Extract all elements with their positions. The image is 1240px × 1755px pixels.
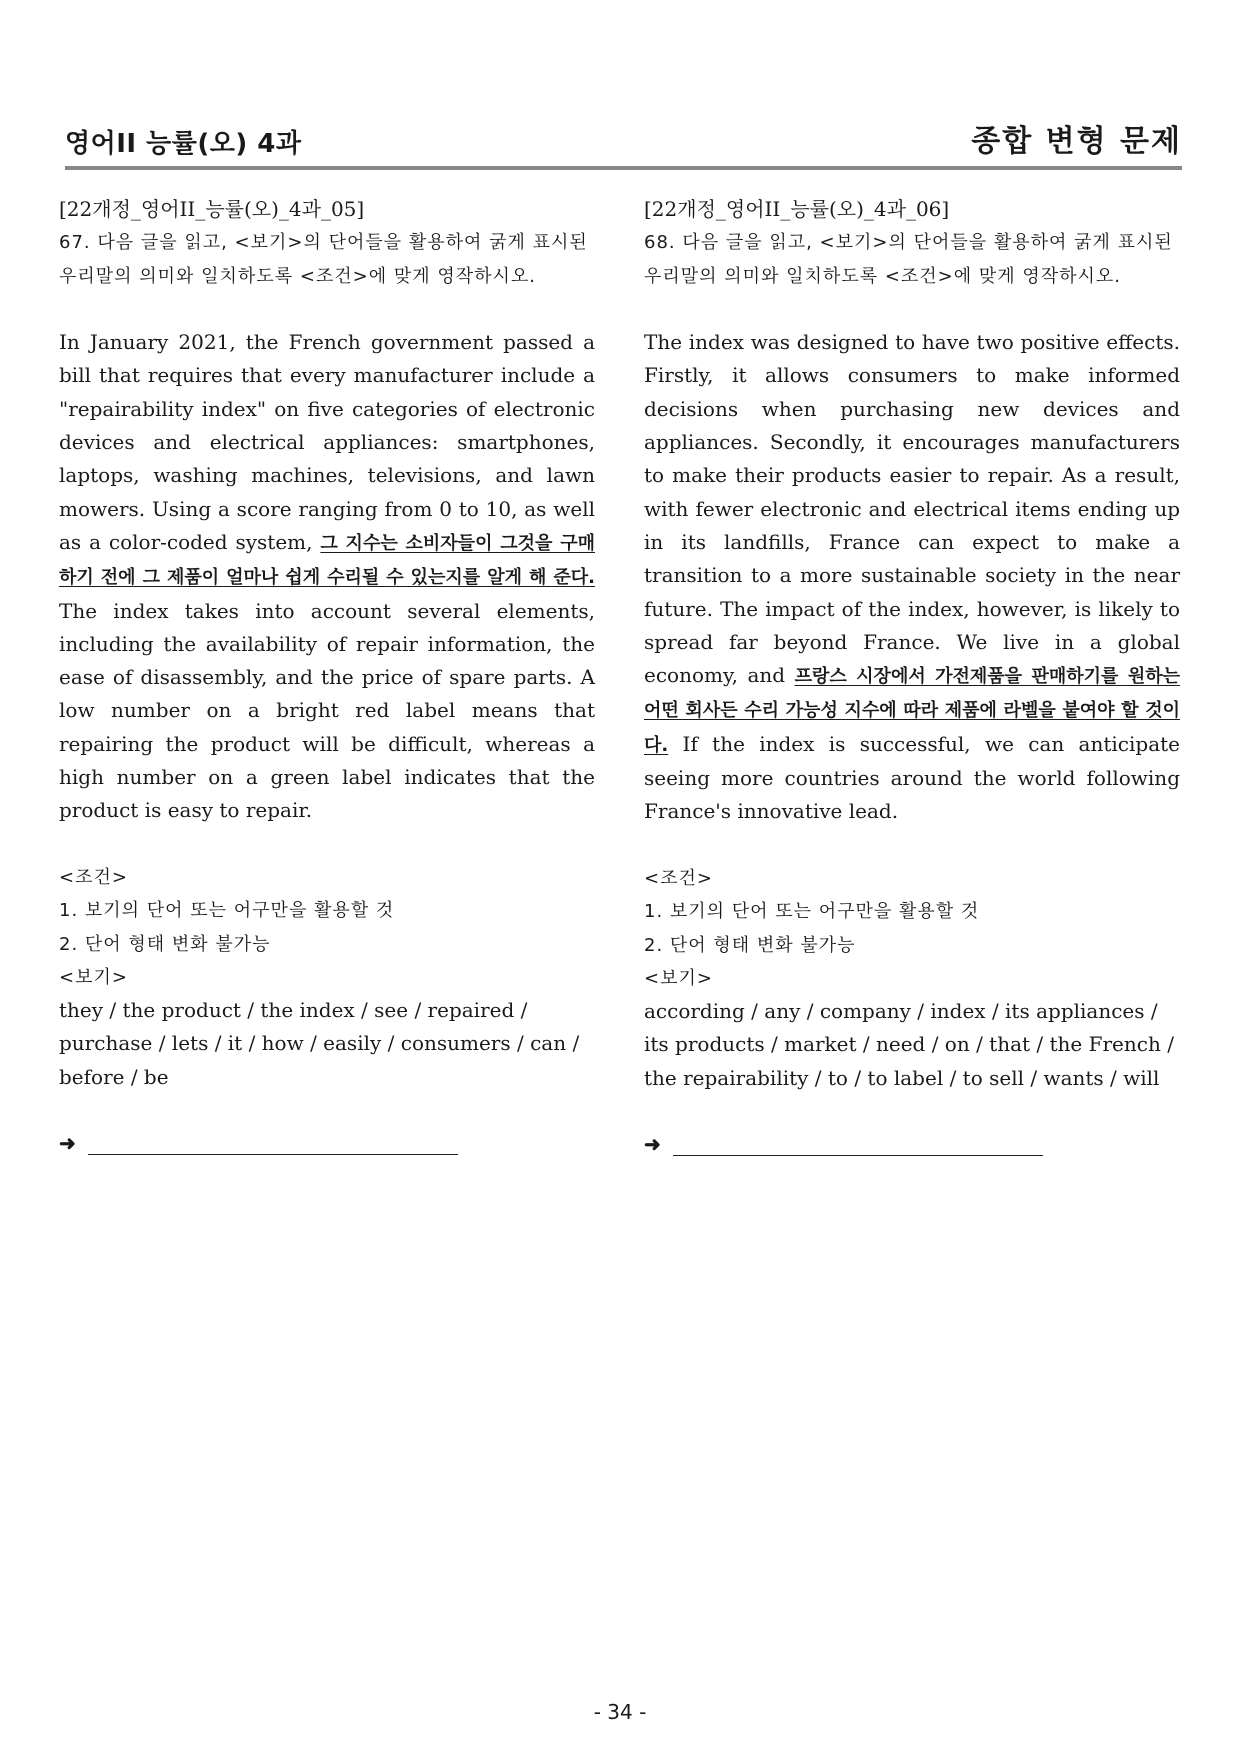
header-right-title: 종합 변형 문제: [971, 124, 1182, 159]
conditions-label: <조건>: [59, 866, 128, 888]
condition-2: 2. 단어 형태 변화 불가능: [644, 934, 856, 956]
question-code: [22개정_영어II_능률(오)_4과_06]: [644, 197, 950, 221]
bogi-label: <보기>: [59, 966, 128, 988]
answer-blank[interactable]: [673, 1133, 1043, 1156]
reading-passage: [59, 326, 595, 827]
condition-2: 2. 단어 형태 변화 불가능: [59, 933, 271, 955]
bogi-word-list: according / any / company / index / its appliances / its products / market / need / on / that / the French / the repairability / to / to label / to sell / wants / will: [644, 999, 1174, 1090]
reading-passage: [644, 326, 1180, 828]
bogi-word-list: they / the product / the index / see / repaired / purchase / lets / it / how / easily / consumers / can / before / be: [59, 998, 580, 1089]
conditions-label: <조건>: [644, 867, 713, 889]
passage-text-before: In January 2021, the French government passed a bill that requires that every manufacturer include a "repairability index" on five categories of electronic devices and electrical appliances: smartphones, laptops, washing machines, televisions, and lawn mowers. Using a score ranging from 0 to 10, as well as a color-coded system,: [59, 330, 595, 554]
passage-text-before: The index was designed to have two positive effects. Firstly, it allows consumers to make informed decisions when purchasing new devices and appliances. Secondly, it encourages manufacturers to make their products easier to repair. As a result, with fewer electronic and electrical items ending up in its landfills, France can expect to make a transition to a more sustainable society in the near future. The impact of the index, however, is likely to spread far beyond France. We live in a global economy, and: [644, 330, 1180, 688]
question-67-column: [59, 193, 595, 1161]
page-number: - 34 -: [593, 1700, 647, 1724]
arrow-icon: ➜: [644, 1132, 661, 1157]
question-code: [22개정_영어II_능률(오)_4과_05]: [59, 197, 365, 221]
answer-line: [59, 1127, 595, 1160]
answer-line: [644, 1128, 1180, 1161]
arrow-icon: ➜: [59, 1131, 76, 1156]
question-68-column: [644, 193, 1180, 1162]
passage-target-korean: 프랑스 시장에서 가전제품을 판매하기를 원하는 어떤 회사든 수리 가능성 지수에 따라 제품에 라벨을 붙여야 할 것이다.: [644, 666, 1181, 756]
header-divider: [65, 166, 1182, 170]
question-prompt: 67. 다음 글을 읽고, <보기>의 단어들을 활용하여 굵게 표시된 우리말의 의미와 일치하도록 <조건>에 맞게 영작하시오.: [59, 232, 588, 287]
answer-blank[interactable]: [88, 1132, 458, 1155]
condition-1: 1. 보기의 단어 또는 어구만을 활용할 것: [644, 901, 980, 923]
page-header: [65, 118, 1182, 160]
condition-1: 1. 보기의 단어 또는 어구만을 활용할 것: [59, 900, 395, 922]
bogi-label: <보기>: [644, 967, 713, 989]
header-left-title: 영어II 능률(오) 4과: [65, 129, 302, 159]
passage-text-after: If the index is successful, we can anticipate seeing more countries around the world following France's innovative lead.: [644, 731, 1180, 824]
passage-target-korean: 그 지수는 소비자들이 그것을 구매하기 전에 그 제품이 얼마나 쉽게 수리될 수 있는지를 알게 해 준다.: [59, 532, 595, 589]
question-prompt: 68. 다음 글을 읽고, <보기>의 단어들을 활용하여 굵게 표시된 우리말의 의미와 일치하도록 <조건>에 맞게 영작하시오.: [644, 232, 1173, 287]
passage-text-after: The index takes into account several elements, including the availability of repair information, the ease of disassembly, and the price of spare parts. A low number on a bright red label means that repairing the product will be difficult, whereas a high number on a green label indicates that the product is easy to repair.: [59, 598, 595, 823]
